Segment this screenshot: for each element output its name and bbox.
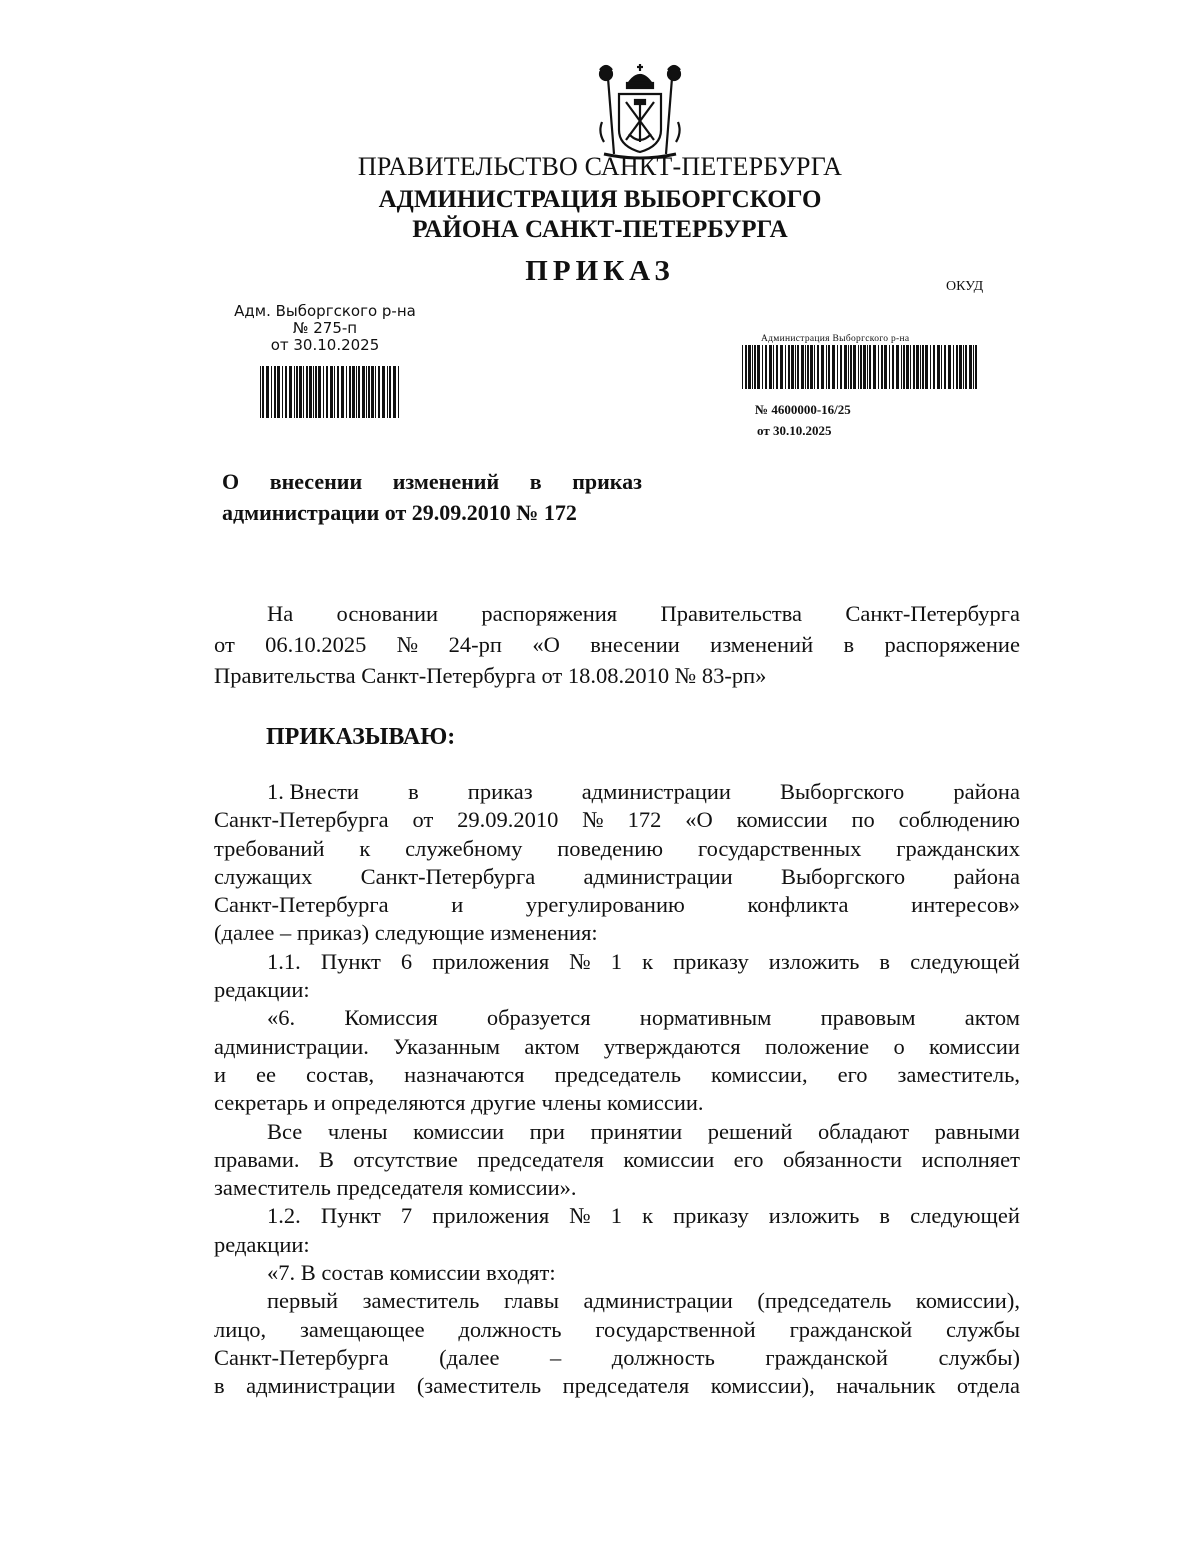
word: и [214, 1061, 227, 1087]
barcode-bar [916, 345, 919, 389]
okud-label: ОКУД [946, 279, 984, 294]
barcode-bar [313, 366, 314, 418]
barcode-bar [330, 366, 333, 418]
barcode-bar [780, 345, 783, 389]
word: конфликта [747, 892, 849, 918]
word: образуется [486, 1005, 591, 1031]
barcode-bar [289, 366, 292, 418]
barcode-bar [299, 366, 302, 418]
text-line [214, 1118, 1020, 1146]
word: приложения [432, 948, 550, 974]
barcode-bar [913, 345, 915, 389]
text-line [214, 1061, 1020, 1089]
word: № [582, 807, 604, 833]
word: 06.10.2025 [265, 632, 367, 657]
barcode-bar [346, 366, 347, 418]
text-line [214, 891, 1020, 919]
barcode-bar [848, 345, 849, 389]
word: гражданской [789, 1316, 913, 1342]
stamp-left-number: № 275-п [292, 319, 358, 337]
word: изложить [768, 948, 860, 974]
word: основании [336, 601, 439, 626]
word: главы [503, 1288, 560, 1314]
word: Указанным [393, 1033, 501, 1059]
barcode-bar [362, 366, 365, 418]
word: правовым [820, 1005, 916, 1031]
word: изложить [768, 1203, 860, 1229]
barcode-bar [906, 345, 909, 389]
word: Санкт-Петербурга [214, 807, 389, 833]
word: администрации [583, 1288, 733, 1314]
word: – [550, 1344, 562, 1370]
barcode-bar [853, 345, 856, 389]
word: служащих [214, 863, 313, 889]
text-line [214, 948, 1020, 976]
barcode-bar [817, 345, 819, 389]
barcode-bar [930, 345, 931, 389]
word: приложения [432, 1203, 550, 1229]
word: и [451, 892, 464, 918]
word: председателя [562, 1373, 690, 1399]
barcode-bar [878, 345, 879, 389]
barcode-bar [896, 345, 899, 389]
word: государственной [595, 1316, 756, 1342]
word: Правительства [660, 601, 803, 626]
word: комиссии [736, 807, 828, 833]
barcode-bar [805, 345, 806, 389]
word: приказ [467, 779, 533, 804]
barcode-bar [303, 366, 304, 418]
barcode-bar [920, 345, 921, 389]
text-line [214, 1372, 1020, 1400]
barcode-bar [956, 345, 958, 389]
word: службы [945, 1316, 1020, 1342]
stamp-left-line1: Адм. Выборгского р-на [234, 302, 416, 320]
barcode-bar [334, 366, 335, 418]
text-line: секретарь и определяются другие члены комиссии. [214, 1090, 704, 1116]
barcode-bar [754, 345, 756, 389]
word: приказу [673, 1203, 749, 1229]
word: 7 [400, 1203, 413, 1229]
barcode-bar [382, 366, 385, 418]
text-line: редакции: [214, 977, 310, 1003]
basis-line1 [214, 598, 1020, 629]
barcode-bar [867, 345, 868, 389]
document-subject [222, 466, 642, 528]
word: службы) [938, 1344, 1020, 1370]
word: соблюдению [898, 807, 1020, 833]
word: интересов» [911, 892, 1020, 918]
barcode-bar [356, 366, 357, 418]
barcode-bar [840, 345, 842, 389]
word: О [222, 469, 240, 494]
word: к [359, 835, 371, 861]
word: исполняет [921, 1146, 1020, 1172]
word: назначаются [404, 1061, 525, 1087]
text-line [214, 1287, 1020, 1315]
word: 1 [610, 948, 623, 974]
word: (заместитель [416, 1373, 542, 1399]
word: председатель [554, 1061, 682, 1087]
barcode-bar [903, 345, 905, 389]
text-line [214, 1344, 1020, 1372]
subject-line2: администрации от 29.09.2010 № 172 [222, 500, 577, 525]
barcode-bar [832, 345, 835, 389]
barcode-bar [352, 366, 355, 418]
word: распоряжение [884, 632, 1020, 657]
barcode-bar [810, 345, 813, 389]
barcode-bar [294, 366, 295, 418]
barcode-bar [757, 345, 760, 389]
word: заместитель [362, 1288, 480, 1314]
word: в [843, 632, 855, 657]
word: Пункт [320, 948, 381, 974]
word: следующей [910, 1203, 1020, 1229]
barcode-bar [858, 345, 859, 389]
order-body [214, 778, 1020, 1401]
word: от [412, 807, 434, 833]
word: заместитель, [897, 1061, 1020, 1087]
barcode-bar [933, 345, 935, 389]
word: начальник [836, 1373, 936, 1399]
barcode-bar [826, 345, 827, 389]
word: о [893, 1033, 905, 1059]
order-heading: ПРИКАЗЫВАЮ: [266, 724, 456, 750]
word: к [642, 1203, 654, 1229]
stamp-right-number: № 4600000-16/25 [755, 402, 851, 417]
barcode-bar [266, 366, 269, 418]
text-line [214, 863, 1020, 891]
word: (далее [439, 1344, 500, 1370]
text-line [214, 1316, 1020, 1344]
stamp-right-header: Администрация Выборгского р-на [761, 334, 910, 344]
word: в [879, 1203, 891, 1229]
text-line [214, 806, 1020, 834]
barcode-bar [959, 345, 962, 389]
word: Санкт-Петербурга [214, 1344, 389, 1370]
barcode-bar [769, 345, 772, 389]
word: № [569, 1203, 591, 1229]
word: обладают [817, 1118, 910, 1144]
barcode-bar [873, 345, 876, 389]
word: 1. Внести [267, 779, 359, 804]
administration-title-line2: РАЙОНА САНКТ-ПЕТЕРБУРГА [412, 216, 788, 243]
barcode-bar [797, 345, 799, 389]
barcode-bar [937, 345, 940, 389]
basis-line2 [214, 629, 1020, 660]
barcode-bar [398, 366, 399, 418]
barcode-bar [850, 345, 852, 389]
text-line: заместитель председателя комиссии». [214, 1175, 577, 1201]
barcode-bar [785, 345, 786, 389]
text-line: «7. В состав комиссии входят: [267, 1260, 556, 1286]
word: решений [707, 1118, 793, 1144]
word: 6 [400, 948, 413, 974]
word: приказу [673, 948, 749, 974]
barcode-bar [752, 345, 753, 389]
word: комиссии [413, 1118, 505, 1144]
coat-of-arms-icon [594, 62, 686, 162]
barcode-bar [969, 345, 972, 389]
barcode-bar [271, 366, 272, 418]
barcode-bar [341, 366, 344, 418]
barcode-bar [807, 345, 809, 389]
barcode-bar [801, 345, 804, 389]
word: администрации [246, 1373, 396, 1399]
word: 24-рп [448, 632, 502, 657]
word: Пункт [320, 1203, 381, 1229]
government-title: ПРАВИТЕЛЬСТВО САНКТ-ПЕТЕРБУРГА [357, 152, 843, 181]
text-line [214, 778, 1020, 806]
barcode-bar [309, 366, 312, 418]
word: Санкт-Петербурга [360, 863, 536, 889]
barcode-bar [285, 366, 287, 418]
barcode-bar [965, 345, 967, 389]
barcode-bar [941, 345, 942, 389]
word: администрации. [214, 1033, 369, 1059]
barcode-icon [742, 345, 978, 389]
text-line [214, 1146, 1020, 1174]
barcode-bar [881, 345, 883, 389]
word: при [529, 1118, 565, 1144]
administration-title-line1: АДМИНИСТРАЦИЯ ВЫБОРГСКОГО [378, 186, 822, 213]
barcode-bar [366, 366, 367, 418]
word: председателя [477, 1146, 604, 1172]
word: комиссии [929, 1033, 1020, 1059]
word: изменений [392, 469, 500, 494]
word: «О [532, 632, 560, 657]
word: 1 [610, 1203, 623, 1229]
word: внесении [590, 632, 680, 657]
word: гражданских [896, 835, 1020, 861]
basis-paragraph [214, 598, 1020, 691]
text-line: (далее – приказ) следующие изменения: [214, 920, 598, 946]
barcode-bar [795, 345, 796, 389]
barcode-bar [821, 345, 824, 389]
word: района [953, 863, 1020, 889]
barcode-bar [963, 345, 964, 389]
word: 29.09.2010 [457, 807, 559, 833]
word: урегулированию [525, 892, 685, 918]
barcode-bar [837, 345, 838, 389]
word: Комиссия [344, 1005, 438, 1031]
barcode-bar [910, 345, 911, 389]
barcode-bar [765, 345, 767, 389]
word: внесении [269, 469, 363, 494]
word: 172 [627, 807, 662, 833]
document-type: ПРИКАЗ [525, 255, 675, 287]
word: отдела [956, 1373, 1020, 1399]
subject-line1 [222, 466, 642, 497]
basis-line3: Правительства Санкт-Петербурга от 18.08.2010 № 83-рп» [214, 663, 767, 688]
word: комиссии), [915, 1288, 1020, 1314]
barcode-bar [306, 366, 308, 418]
barcode-bar [274, 366, 276, 418]
word: обязанности [782, 1146, 903, 1172]
barcode-bar [863, 345, 866, 389]
stamp-right-date: от 30.10.2025 [757, 423, 832, 438]
barcode-bar [262, 366, 264, 418]
barcode-bar [884, 345, 887, 389]
barcode-bar [901, 345, 902, 389]
word: служебному [405, 835, 523, 861]
barcode-bar [387, 366, 388, 418]
barcode-bar [368, 366, 370, 418]
word: требований [214, 835, 325, 861]
word: утверждаются [603, 1033, 741, 1059]
text-line [214, 1202, 1020, 1230]
word: приказ [572, 469, 642, 494]
word: администрации [581, 779, 731, 804]
word: Санкт-Петербурга [845, 601, 1020, 626]
barcode-bar [762, 345, 763, 389]
barcode-bar [358, 366, 360, 418]
barcode-bar [925, 345, 928, 389]
barcode-bar [282, 366, 283, 418]
word: № [396, 632, 419, 657]
barcode-bar [326, 366, 328, 418]
barcode-bar [892, 345, 894, 389]
word: гражданской [765, 1344, 888, 1370]
word: принятии [590, 1118, 683, 1144]
word: 1.2. [267, 1203, 301, 1229]
word: актом [524, 1033, 580, 1059]
registration-stamp-left [200, 303, 450, 354]
barcode-bar [318, 366, 321, 418]
barcode-bar [788, 345, 790, 389]
barcode-bar [375, 366, 376, 418]
barcode-bar [953, 345, 954, 389]
barcode-bar [323, 366, 324, 418]
barcode-bar [828, 345, 830, 389]
word: отсутствие [353, 1146, 458, 1172]
text-line [214, 1004, 1020, 1032]
word: первый [267, 1288, 339, 1314]
word: государственных [697, 835, 862, 861]
word: поведению [557, 835, 664, 861]
barcode-bar [389, 366, 391, 418]
word: лицо, [214, 1316, 267, 1342]
barcode-bar [844, 345, 847, 389]
word: комиссии [623, 1146, 715, 1172]
barcode-bar [748, 345, 751, 389]
word: в [408, 779, 419, 804]
barcode-bar [975, 345, 977, 389]
barcode-bar [393, 366, 396, 418]
barcode-icon [260, 366, 400, 418]
word: правами. [214, 1146, 300, 1172]
word: должность [458, 1316, 562, 1342]
word: На [267, 601, 294, 626]
barcode-bar [776, 345, 778, 389]
word: комиссии), [710, 1373, 815, 1399]
stamp-left-date: от 30.10.2025 [270, 336, 380, 354]
word: № [569, 948, 591, 974]
text-line: редакции: [214, 1231, 310, 1257]
word: распоряжения [481, 601, 618, 626]
word: положение [764, 1033, 870, 1059]
word: В [318, 1146, 334, 1172]
word: состав, [306, 1061, 375, 1087]
barcode-bar [889, 345, 890, 389]
word: изменений [710, 632, 814, 657]
text-line [214, 1033, 1020, 1061]
barcode-bar [742, 345, 743, 389]
word: равными [934, 1118, 1020, 1144]
word: его [837, 1061, 868, 1087]
word: Санкт-Петербурга [214, 892, 389, 918]
barcode-bar [378, 366, 380, 418]
word: в [879, 948, 891, 974]
word: Выборгского [780, 779, 905, 804]
barcode-bar [260, 366, 261, 418]
barcode-bar [337, 366, 339, 418]
barcode-bar [948, 345, 951, 389]
barcode-bar [773, 345, 774, 389]
word: замещающее [300, 1316, 425, 1342]
word: от [214, 632, 235, 657]
barcode-bar [791, 345, 794, 389]
word: следующей [910, 948, 1020, 974]
word: должность [611, 1344, 715, 1370]
barcode-bar [814, 345, 815, 389]
barcode-bar [869, 345, 871, 389]
word: комиссии, [711, 1061, 808, 1087]
word: Выборгского [780, 863, 906, 889]
word: по [851, 807, 875, 833]
barcode-bar [745, 345, 747, 389]
text-line [214, 835, 1020, 863]
barcode-bar [922, 345, 924, 389]
word: актом [964, 1005, 1020, 1031]
word: Все [267, 1118, 303, 1144]
barcode-bar [315, 366, 317, 418]
barcode-bar [944, 345, 946, 389]
barcode-bar [349, 366, 351, 418]
word: ее [256, 1061, 277, 1087]
word: района [953, 779, 1020, 804]
barcode-bar [860, 345, 862, 389]
word: члены [327, 1118, 388, 1144]
word: в [214, 1373, 225, 1399]
word: его [733, 1146, 764, 1172]
barcode-bar [296, 366, 298, 418]
barcode-bar [277, 366, 280, 418]
word: «О [685, 807, 713, 833]
word: «6. [267, 1005, 296, 1031]
barcode-bar [973, 345, 974, 389]
word: в [529, 469, 542, 494]
word: администрации [583, 863, 733, 889]
barcode-bar [371, 366, 374, 418]
word: (председатель [757, 1288, 892, 1314]
word: к [642, 948, 654, 974]
word: 1.1. [267, 948, 301, 974]
word: нормативным [639, 1005, 772, 1031]
